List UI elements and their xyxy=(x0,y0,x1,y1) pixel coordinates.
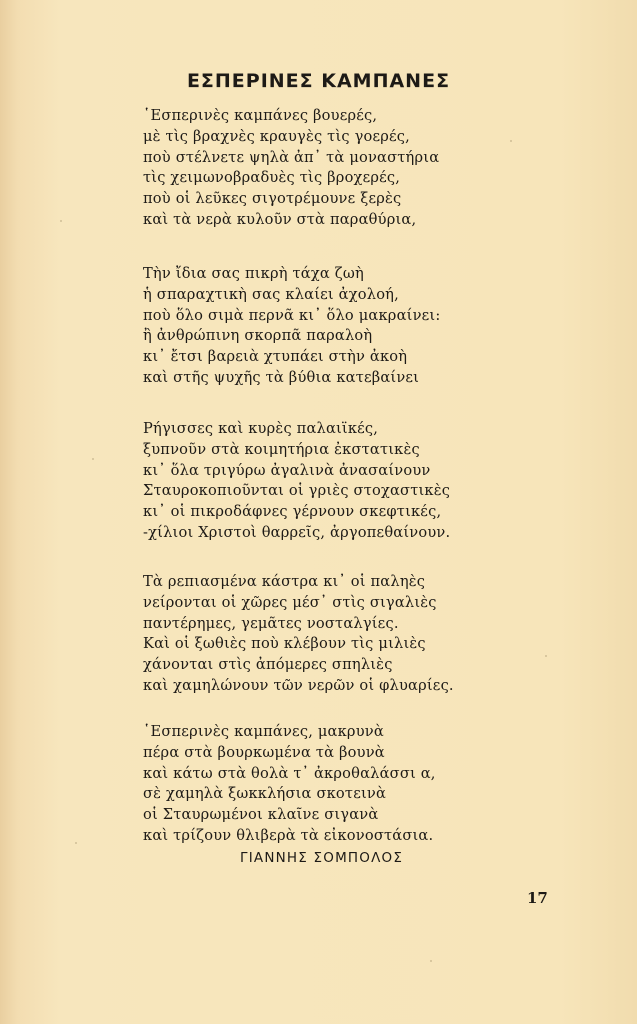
poem-line: ἡ σπαραχτικὴ σας κλαίει ἀχολοή, xyxy=(143,285,399,303)
poem-line: ποὺ στέλνετε ψηλὰ ἀπ᾽ τὰ μοναστήρια xyxy=(143,148,440,166)
poem-line: κι᾽ οἱ πικροδάφνες γέρνουν σκεφτικές, xyxy=(143,503,442,521)
poem-line: ποὺ ὅλο σιμὰ περνᾶ κι᾽ ὅλο μακραίνει: xyxy=(143,306,441,324)
poem-line: σὲ χαμηλὰ ξωκκλήσια σκοτεινὰ xyxy=(143,785,387,803)
poem-line: ἢ ἀνθρώπινη σκορπᾶ παραλοὴ xyxy=(143,327,373,345)
stanza-1 xyxy=(143,106,483,231)
poem-line: ποὺ οἱ λεῦκες σιγοτρέμουνε ξερὲς xyxy=(143,190,402,208)
poem-author: ΓΙΑΝΝΗΣ ΣΟΜΠΟΛΟΣ xyxy=(240,850,404,866)
poem-line: καὶ τὰ νερὰ κυλοῦν στὰ παραθύρια, xyxy=(143,210,417,228)
stanza-5 xyxy=(143,722,483,847)
page-number: 17 xyxy=(527,889,548,907)
poem-line: Καὶ οἱ ξωθιὲς ποὺ κλέβουν τὶς μιλιὲς xyxy=(143,635,426,653)
poem-line: Σταυροκοπιοῦνται οἱ γριὲς στοχαστικὲς xyxy=(143,482,451,500)
poem-line: καὶ στῆς ψυχῆς τὰ βύθια κατεβαίνει xyxy=(143,368,420,386)
paper-speck xyxy=(75,842,77,844)
paper-speck xyxy=(430,960,432,962)
paper-speck xyxy=(60,220,62,222)
poem-line: καὶ τρίζουν θλιβερὰ τὰ εἰκονοστάσια. xyxy=(143,826,434,844)
stanza-4 xyxy=(143,572,483,697)
poem-line: παντέρημες, γεμᾶτες νοσταλγίες. xyxy=(143,614,399,632)
poem-line: Τὰ ρεπιασμένα κάστρα κι᾽ οἱ παληὲς xyxy=(143,573,426,590)
poem-line: κι᾽ ἔτσι βαρειὰ χτυπάει στὴν ἀκοὴ xyxy=(143,348,408,366)
poem-line: νείρονται οἱ χῶρες μέσ᾽ στὶς σιγαλιὲς xyxy=(143,593,437,611)
poem-line: μὲ τὶς βραχνὲς κραυγὲς τὶς γοερές, xyxy=(143,127,411,145)
poem-line: οἱ Σταυρωμένοι κλαῖνε σιγανὰ xyxy=(143,806,379,824)
poem-line: ῾Εσπερινὲς καμπάνες, μακρυνὰ xyxy=(143,723,384,740)
poem-line: Ρήγισσες καὶ κυρὲς παλαιϊκές, xyxy=(143,420,379,437)
stanza-3 xyxy=(143,419,483,544)
paper-speck xyxy=(510,140,512,142)
poem-line: καὶ κάτω στὰ θολὰ τ᾽ ἀκροθαλάσσι α, xyxy=(143,764,436,782)
poem-line: πέρα στὰ βουρκωμένα τὰ βουνὰ xyxy=(143,743,385,761)
paper-speck xyxy=(545,655,547,657)
stanza-2 xyxy=(143,264,483,389)
poem-line: χάνονται στὶς ἀπόμερες σπηλιὲς xyxy=(143,656,393,674)
paper-speck xyxy=(92,458,94,460)
poem-title: ΕΣΠΕΡΙΝΕΣ ΚΑΜΠΑΝΕΣ xyxy=(186,70,451,92)
poem-line: Τὴν ἴδια σας πικρὴ τάχα ζωὴ xyxy=(143,265,364,282)
poem-line: ξυπνοῦν στὰ κοιμητήρια ἐκστατικὲς xyxy=(143,440,420,458)
poem-line: κι᾽ ὅλα τριγύρω ἀγαλινὰ ἀνασαίνουν xyxy=(143,461,431,479)
poem-line: ῾Εσπερινὲς καμπάνες βουερές, xyxy=(143,107,378,124)
poem-line: τὶς χειμωνοβραδυὲς τὶς βροχερές, xyxy=(143,169,401,187)
poem-line: καὶ χαμηλώνουν τῶν νερῶν οἱ φλυαρίες. xyxy=(143,676,454,694)
poem-line: -χίλιοι Χριστοὶ θαρρεῖς, ἀργοπεθαίνουν. xyxy=(143,523,451,541)
